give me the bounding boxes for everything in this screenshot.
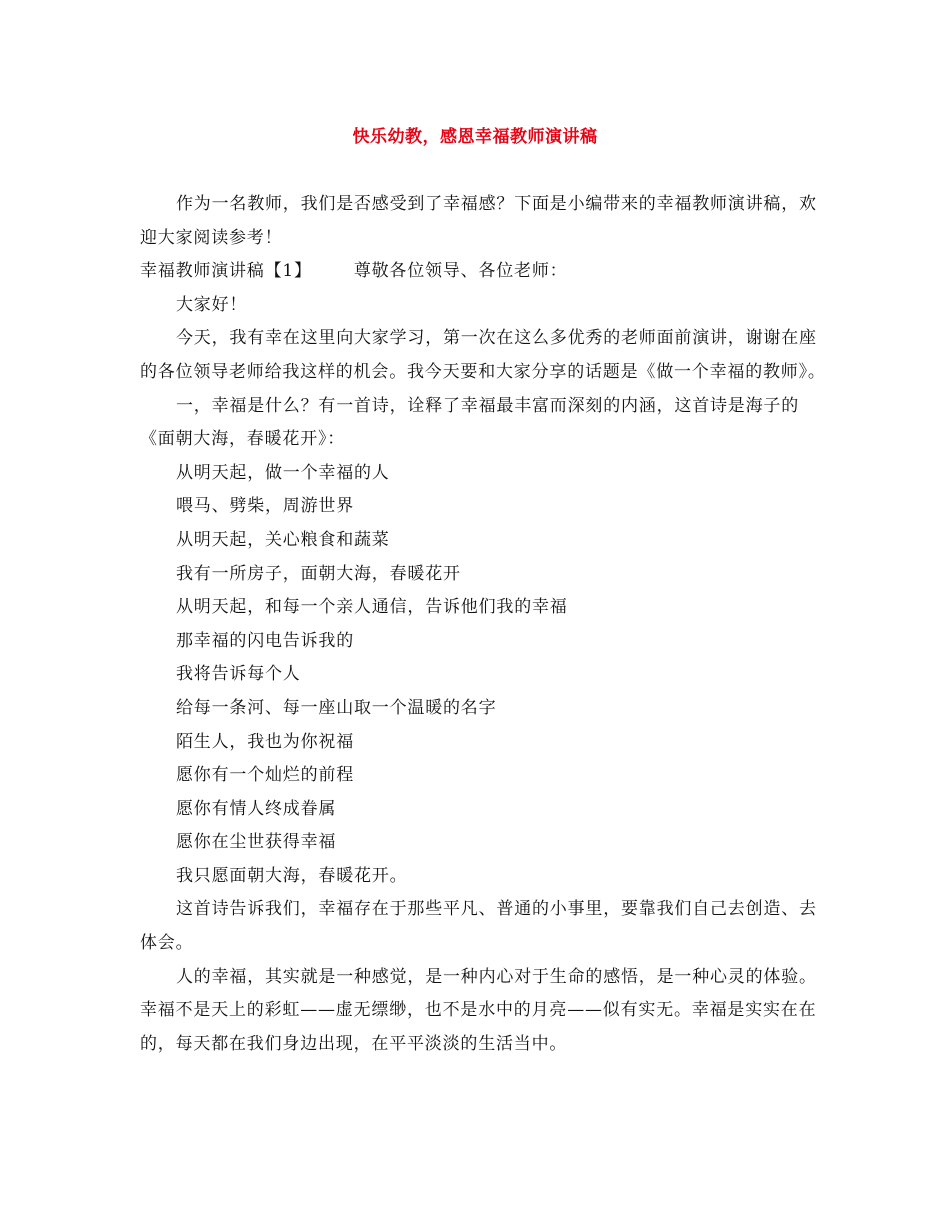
poem-line: 我只愿面朝大海，春暖花开。 [176,865,408,886]
poem-line: 那幸福的闪电告诉我的 [176,630,354,651]
poem-line: 从明天起，关心粮食和蔬菜 [176,529,390,550]
document-body [140,188,830,1061]
paragraph: 人的幸福，其实就是一种感觉，是一种内心对于生命的感悟，是一种心灵的体验。幸福不是天上的彩虹——虚无缥缈，也不是水中的月亮——似有实无。幸福是实实在在的，每天都在我们身边出现，在平平淡淡的生活当中。 [140,966,817,1054]
poem-line: 我将告诉每个人 [176,664,301,685]
poem-line: 给每一条河、每一座山取一个温暖的名字 [176,697,497,718]
greeting: 大家好！ [176,294,248,315]
poem-line: 我有一所房子，面朝大海，春暖花开 [176,563,461,584]
poem-line: 从明天起，做一个幸福的人 [176,462,390,483]
section-heading: 幸福教师演讲稿【1】 [140,261,312,282]
salutation: 尊敬各位领导、各位老师： [353,261,568,282]
document-title: 快乐幼教，感恩幸福教师演讲稿 [352,127,598,147]
paragraph: 这首诗告诉我们，幸福存在于那些平凡、普通的小事里，要靠我们自己去创造、去体会。 [140,899,817,954]
paragraph: 今天，我有幸在这里向大家学习，第一次在这么多优秀的老师面前演讲，谢谢在座的各位领导老师给我这样的机会。我今天要和大家分享的话题是《做一个幸福的教师》。 [140,328,826,382]
poem-line: 喂马、劈柴，周游世界 [176,496,354,517]
paragraph: 一，幸福是什么？有一首诗，诠释了幸福最丰富而深刻的内涵，这首诗是海子的《面朝大海，春暖花开》： [140,395,799,450]
section-heading-line [140,255,830,289]
intro-paragraph: 作为一名教师，我们是否感受到了幸福感？下面是小编带来的幸福教师演讲稿，欢迎大家阅读参考！ [140,194,817,248]
poem-line: 愿你有情人终成眷属 [176,798,337,819]
poem-line: 愿你有一个灿烂的前程 [176,765,354,786]
poem-line: 从明天起，和每一个亲人通信，告诉他们我的幸福 [176,597,568,618]
poem-line: 陌生人，我也为你祝福 [176,731,354,752]
poem-line: 愿你在尘世获得幸福 [176,832,337,853]
